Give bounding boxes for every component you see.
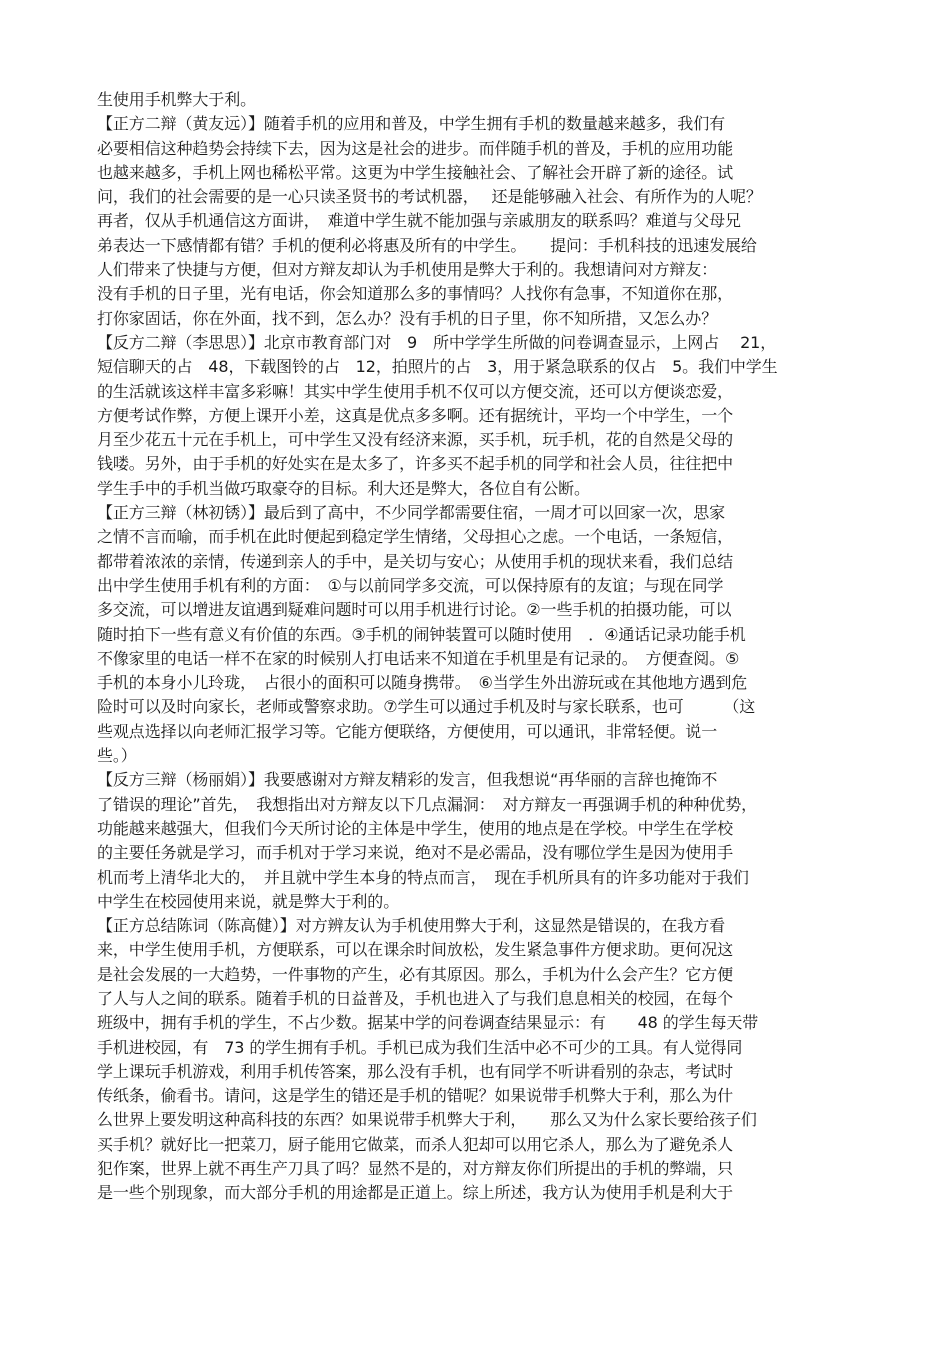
text-line: 【正方三辩（林初锈）】最后到了高中，不少同学都需要住宿，一周才可以回家一次，思家 bbox=[97, 503, 726, 523]
text-line: 中学生在校园使用来说，就是弊大于利的。 bbox=[97, 891, 400, 911]
text-line: 了人与人之间的联系。随着手机的日益普及，手机也进入了与我们息息相关的校园，在每个 bbox=[97, 988, 734, 1008]
text-line: 手机进校园，有 73 的学生拥有手机。手机已成为我们生活中必不可少的工具。有人觉得同 bbox=[97, 1037, 743, 1057]
text-line: 随时拍下一些有意义有价值的东西。③手机的闹钟装置可以随时使用 ．④通话记录功能手机 bbox=[97, 624, 746, 644]
text-line: 也越来越多，手机上网也稀松平常。这更为中学生接触社会、了解社会开辟了新的途径。试 bbox=[97, 162, 734, 182]
text-line: 生使用手机弊大于利。 bbox=[97, 90, 257, 109]
text-line: 犯作案，世界上就不再生产刀具了吗？显然不是的，对方辩友你们所提出的手机的弊端，只 bbox=[97, 1159, 734, 1179]
text-line: 传纸条，偷看书。请问，这是学生的错还是手机的错呢？如果说带手机弊大于利，那么为什 bbox=[97, 1086, 734, 1106]
text-line: 月至少花五十元在手机上，可中学生又没有经济来源，买手机，玩手机，花的自然是父母的 bbox=[97, 430, 734, 450]
text-line: 么世界上要发明这种高科技的东西？如果说带手机弊大于利， 那么又为什么家长要给孩子们 bbox=[97, 1110, 757, 1130]
text-line: 不像家里的电话一样不在家的时候别人打电话来不知道在手机里是有记录的。 方便查阅。⑤ bbox=[97, 648, 740, 668]
text-line: 【反方三辩（杨丽娟）】我要感谢对方辩友精彩的发言，但我想说“再华丽的言辞也掩饰不 bbox=[97, 770, 718, 790]
text-line: 是社会发展的一大趋势，一件事物的产生，必有其原因。那么，手机为什么会产生？它方便 bbox=[97, 964, 734, 984]
text-line: 弟表达一下感情都有错？手机的便利必将惠及所有的中学生。 提问：手机科技的迅速发展给 bbox=[97, 235, 757, 255]
text-line: 学生手中的手机当做巧取豪夺的目标。利大还是弊大，各位自有公断。 bbox=[97, 478, 590, 498]
text-line: 买手机？就好比一把菜刀，厨子能用它做菜，而杀人犯却可以用它杀人，那么为了避免杀人 bbox=[97, 1134, 734, 1154]
text-line: 些。） bbox=[97, 746, 137, 766]
text-line: 之情不言而喻，而手机在此时便起到稳定学生情绪，父母担心之虑。一个电话，一条短信， bbox=[97, 527, 734, 547]
text-line: 学上课玩手机游戏，利用手机传答案，那么没有手机，也有同学不听讲看别的杂志，考试时 bbox=[97, 1061, 734, 1081]
text-line: 钱喽。另外，由于手机的好处实在是太多了，许多买不起手机的同学和社会人员，往往把中 bbox=[97, 454, 734, 474]
text-line: 方便考试作弊，方便上课开小差，这真是优点多多啊。还有据统计，平均一个中学生，一个 bbox=[97, 405, 734, 425]
text-line: 再者，仅从手机通信这方面讲， 难道中学生就不能加强与亲戚朋友的联系吗？难道与父母兄 bbox=[97, 211, 741, 231]
text-line: 人们带来了快捷与方便，但对方辩友却认为手机使用是弊大于利的。我想请问对方辩友： bbox=[97, 260, 718, 280]
text-line: 是一些个别现象，而大部分手机的用途都是正道上。综上所述，我方认为使用手机是利大于 bbox=[97, 1183, 734, 1203]
text-line: 打你家固话，你在外面，找不到，怎么办？没有手机的日子里，你不知所措，又怎么办？ bbox=[97, 308, 718, 328]
text-line: 【反方二辩（李思思）】北京市教育部门对 9 所中学学生所做的问卷调查显示，上网占 21， bbox=[97, 332, 777, 352]
text-line: 【正方总结陈词（陈高健）】对方辨友认为手机使用弊大于利，这显然是错误的，在我方看 bbox=[97, 916, 726, 936]
text-line: 出中学生使用手机有利的方面： ①与以前同学多交流，可以保持原有的友谊；与现在同学 bbox=[97, 575, 724, 595]
text-line: 【正方二辩（黄友远）】随着手机的应用和普及，中学生拥有手机的数量越来越多，我们有 bbox=[97, 114, 726, 134]
text-line: 的生活就该这样丰富多彩嘛！其实中学生使用手机不仅可以方便交流，还可以方便谈恋爱， bbox=[97, 381, 734, 401]
text-line: 没有手机的日子里，光有电话，你会知道那么多的事情吗？人找你有急事，不知道你在那， bbox=[97, 284, 734, 304]
text-line: 都带着浓浓的亲情，传递到亲人的手中，是关切与安心；从使用手机的现状来看，我们总结 bbox=[97, 551, 734, 571]
text-line: 功能越来越强大，但我们今天所讨论的主体是中学生，使用的地点是在学校。中学生在学校 bbox=[97, 818, 734, 838]
text-line: 短信聊天的占 48，下载图铃的占 12，拍照片的占 3，用于紧急联系的仅占 5。我们中学生 bbox=[97, 357, 778, 377]
text-line: 险时可以及时向家长，老师或警察求助。⑦学生可以通过手机及时与家长联系，也可 （这 bbox=[97, 697, 756, 717]
text-line: 多交流，可以增进友谊遇到疑难问题时可以用手机进行讨论。②一些手机的拍摄功能，可以 bbox=[97, 600, 732, 620]
text-line: 机而考上清华北大的， 并且就中学生本身的特点而言， 现在手机所具有的许多功能对于我们 bbox=[97, 867, 749, 887]
text-line: 手机的本身小儿玲珑， 占很小的面积可以随身携带。 ⑥当学生外出游玩或在其他地方遇到危 bbox=[97, 673, 748, 693]
text-line: 了错误的理论”首先， 我想指出对方辩友以下几点漏洞： 对方辩友一再强调手机的种种优势， bbox=[97, 794, 757, 814]
text-line: 问，我们的社会需要的是一心只读圣贤书的考试机器， 还是能够融入社会、有所作为的人呢？ bbox=[97, 187, 762, 207]
text-line: 必要相信这种趋势会持续下去，因为这是社会的进步。而伴随手机的普及，手机的应用功能 bbox=[97, 138, 734, 158]
text-line: 些观点选择以向老师汇报学习等。它能方便联络，方便使用，可以通讯，非常轻便。说一 bbox=[97, 721, 718, 741]
text-line: 的主要任务就是学习，而手机对于学习来说，绝对不是必需品，没有哪位学生是因为使用手 bbox=[97, 843, 734, 863]
text-line: 班级中，拥有手机的学生，不占少数。据某中学的问卷调查结果显示：有 48 的学生每天带 bbox=[97, 1013, 759, 1033]
text-line: 来，中学生使用手机，方便联系，可以在课余时间放松，发生紧急事件方便求助。更何况这 bbox=[97, 940, 734, 960]
text-body bbox=[97, 88, 910, 1206]
